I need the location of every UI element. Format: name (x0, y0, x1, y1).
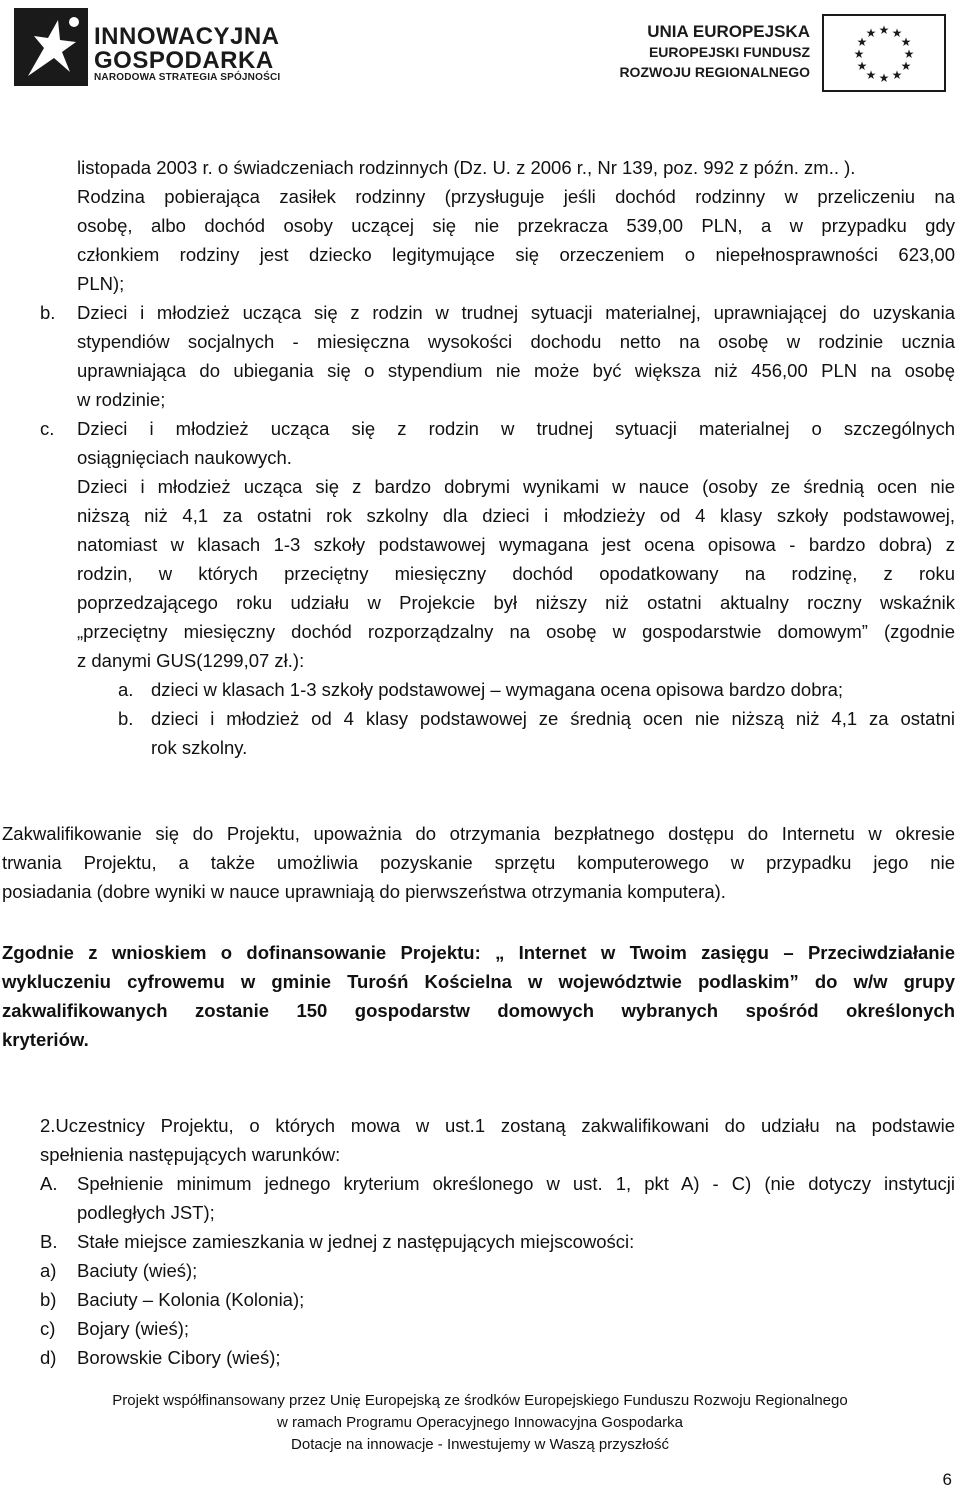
list-marker: a) (40, 1260, 57, 1281)
text-line: dzieci i młodzież od 4 klasy podstawowej ze średnią ocen nie niższą niż 4,1 za ostatni (151, 708, 955, 729)
eu-flag-icon (822, 14, 946, 92)
svg-text:★: ★ (865, 68, 877, 82)
text-line: rodzin, w których przeciętny miesięczny dochód opodatkowany na rodzinę, z roku (77, 563, 955, 584)
text-line: poprzedzającego roku udziału w Projekcie był niższy niż ostatni aktualny roczny wskaźnik (77, 592, 955, 613)
text-line: osobę, albo dochód osoby uczącej się nie przekracza 539,00 PLN, a w przypadku gdy (77, 215, 955, 236)
logo-left-line3: NARODOWA STRATEGIA SPÓJNOŚCI (94, 72, 281, 83)
text-line: Dzieci i młodzież ucząca się z rodzin w trudnej sytuacji materialnej, uprawniającej do uzyskania (77, 302, 955, 323)
text-line: Zakwalifikowanie się do Projektu, upoważnia do otrzymania bezpłatnego dostępu do Internetu w okresie (2, 823, 955, 844)
text-line: Bojary (wieś); (77, 1318, 190, 1339)
logo-right-line1: UNIA EUROPEJSKA (647, 22, 810, 41)
text-line: 2.Uczestnicy Projektu, o których mowa w ust.1 zostaną zakwalifikowani do udziału na podstawie (40, 1115, 955, 1136)
list-marker: b. (118, 708, 134, 729)
text-line: niższą niż 4,1 za ostatni rok szkolny dla dzieci i młodzieży od 4 klasy szkoły podstawowej, (77, 505, 955, 526)
page-number: 6 (942, 1470, 952, 1489)
svg-text:★: ★ (900, 59, 912, 73)
footer-line: Dotacje na innowacje - Inwestujemy w Waszą przyszłość (291, 1436, 669, 1453)
bold-text-line: zakwalifikowanych zostanie 150 gospodarstw domowych wybranych spośród określonych (2, 1000, 955, 1021)
bold-text-line: wykluczeniu cyfrowemu w gminie Turośń Kościelna w województwie podlaskim” do w/w grupy (2, 971, 955, 992)
star-figure-icon (14, 8, 88, 86)
logo-left-line1: INNOWACYJNA (94, 23, 280, 50)
list-marker: A. (40, 1173, 58, 1194)
logo-left-line2: GOSPODARKA (94, 47, 274, 74)
text-line: rok szkolny. (151, 737, 248, 758)
text-line: Stałe miejsce zamieszkania w jednej z następujących miejscowości: (77, 1231, 635, 1252)
text-line: listopada 2003 r. o świadczeniach rodzinnych (Dz. U. z 2006 r., Nr 139, poz. 992 z późn. zm.. ). (77, 157, 856, 178)
svg-text:★: ★ (903, 47, 915, 61)
list-marker: c) (40, 1318, 56, 1339)
svg-text:★: ★ (865, 26, 877, 40)
text-line: Baciuty – Kolonia (Kolonia); (77, 1289, 305, 1310)
innowacyjna-gospodarka-logo (14, 8, 284, 86)
list-marker: d) (40, 1347, 57, 1368)
svg-text:★: ★ (900, 35, 912, 49)
text-line: Dzieci i młodzież ucząca się z rodzin w trudnej sytuacji materialnej o szczególnych (77, 418, 955, 439)
bold-text-line: kryteriów. (2, 1029, 89, 1050)
text-line: trwania Projektu, a także umożliwia pozyskanie sprzętu komputerowego w przypadku jego nie (2, 852, 955, 873)
text-line: Baciuty (wieś); (77, 1260, 198, 1281)
logo-right-line3: ROZWOJU REGIONALNEGO (619, 64, 810, 80)
footer-line: w ramach Programu Operacyjnego Innowacyjna Gospodarka (276, 1414, 684, 1431)
text-line: uprawniająca do ubiegania się o stypendium nie może być większa niż 456,00 PLN na osobę (77, 360, 955, 381)
text-line: natomiast w klasach 1-3 szkoły podstawowej wymagana jest ocena opisowa - bardzo dobra) z (77, 534, 955, 555)
list-marker: a. (118, 679, 134, 700)
logo-right-line2: EUROPEJSKI FUNDUSZ (648, 44, 810, 60)
list-marker: c. (40, 418, 55, 439)
eu-logo (610, 14, 946, 90)
text-line: członkiem rodziny jest dziecko legitymujące się orzeczeniem o niepełnosprawności 623,00 (77, 244, 955, 265)
svg-text:★: ★ (856, 59, 868, 73)
list-marker: B. (40, 1231, 58, 1252)
text-line: PLN); (77, 273, 125, 294)
svg-text:★: ★ (878, 23, 890, 37)
text-line: Rodzina pobierająca zasiłek rodzinny (przysługuje jeśli dochód rodzinny w przeliczeniu na (77, 186, 955, 207)
svg-text:★: ★ (891, 68, 903, 82)
text-line: spełnienia następujących warunków: (40, 1144, 341, 1165)
bold-text-line: Zgodnie z wnioskiem o dofinansowanie Projektu: „ Internet w Twoim zasięgu – Przeciwdziałanie (2, 942, 955, 963)
text-line: podległych JST); (77, 1202, 215, 1223)
text-line: Spełnienie minimum jednego kryterium określonego w ust. 1, pkt A) - C) (nie dotyczy instytucji (77, 1173, 955, 1194)
svg-text:★: ★ (853, 47, 865, 61)
list-marker: b. (40, 302, 56, 323)
text-line: Dzieci i młodzież ucząca się z bardzo dobrymi wynikami w nauce (osoby ze średnią ocen nie (77, 476, 955, 497)
text-line: stypendiów socjalnych - miesięczna wysokości dochodu netto na osobę w rodzinie ucznia (77, 331, 955, 352)
svg-text:★: ★ (878, 71, 890, 85)
text-line: „przeciętny miesięczny dochód rozporządzalny na osobę w gospodarstwie domowym” (zgodnie (77, 621, 955, 642)
list-marker: b) (40, 1289, 57, 1310)
text-line: Borowskie Cibory (wieś); (77, 1347, 281, 1368)
text-line: dzieci w klasach 1-3 szkoły podstawowej – wymagana ocena opisowa bardzo dobra; (151, 679, 844, 700)
footer-line: Projekt współfinansowany przez Unię Europejską ze środków Europejskiego Funduszu Rozwoju Regionalnego (112, 1392, 848, 1409)
text-line: osiągnięciach naukowych. (77, 447, 292, 468)
text-line: posiadania (dobre wyniki w nauce uprawniają do pierwszeństwa otrzymania komputera). (2, 881, 726, 902)
svg-text:★: ★ (891, 26, 903, 40)
text-line: w rodzinie; (77, 389, 166, 410)
text-line: z danymi GUS(1299,07 zł.): (77, 650, 305, 671)
svg-text:★: ★ (856, 35, 868, 49)
